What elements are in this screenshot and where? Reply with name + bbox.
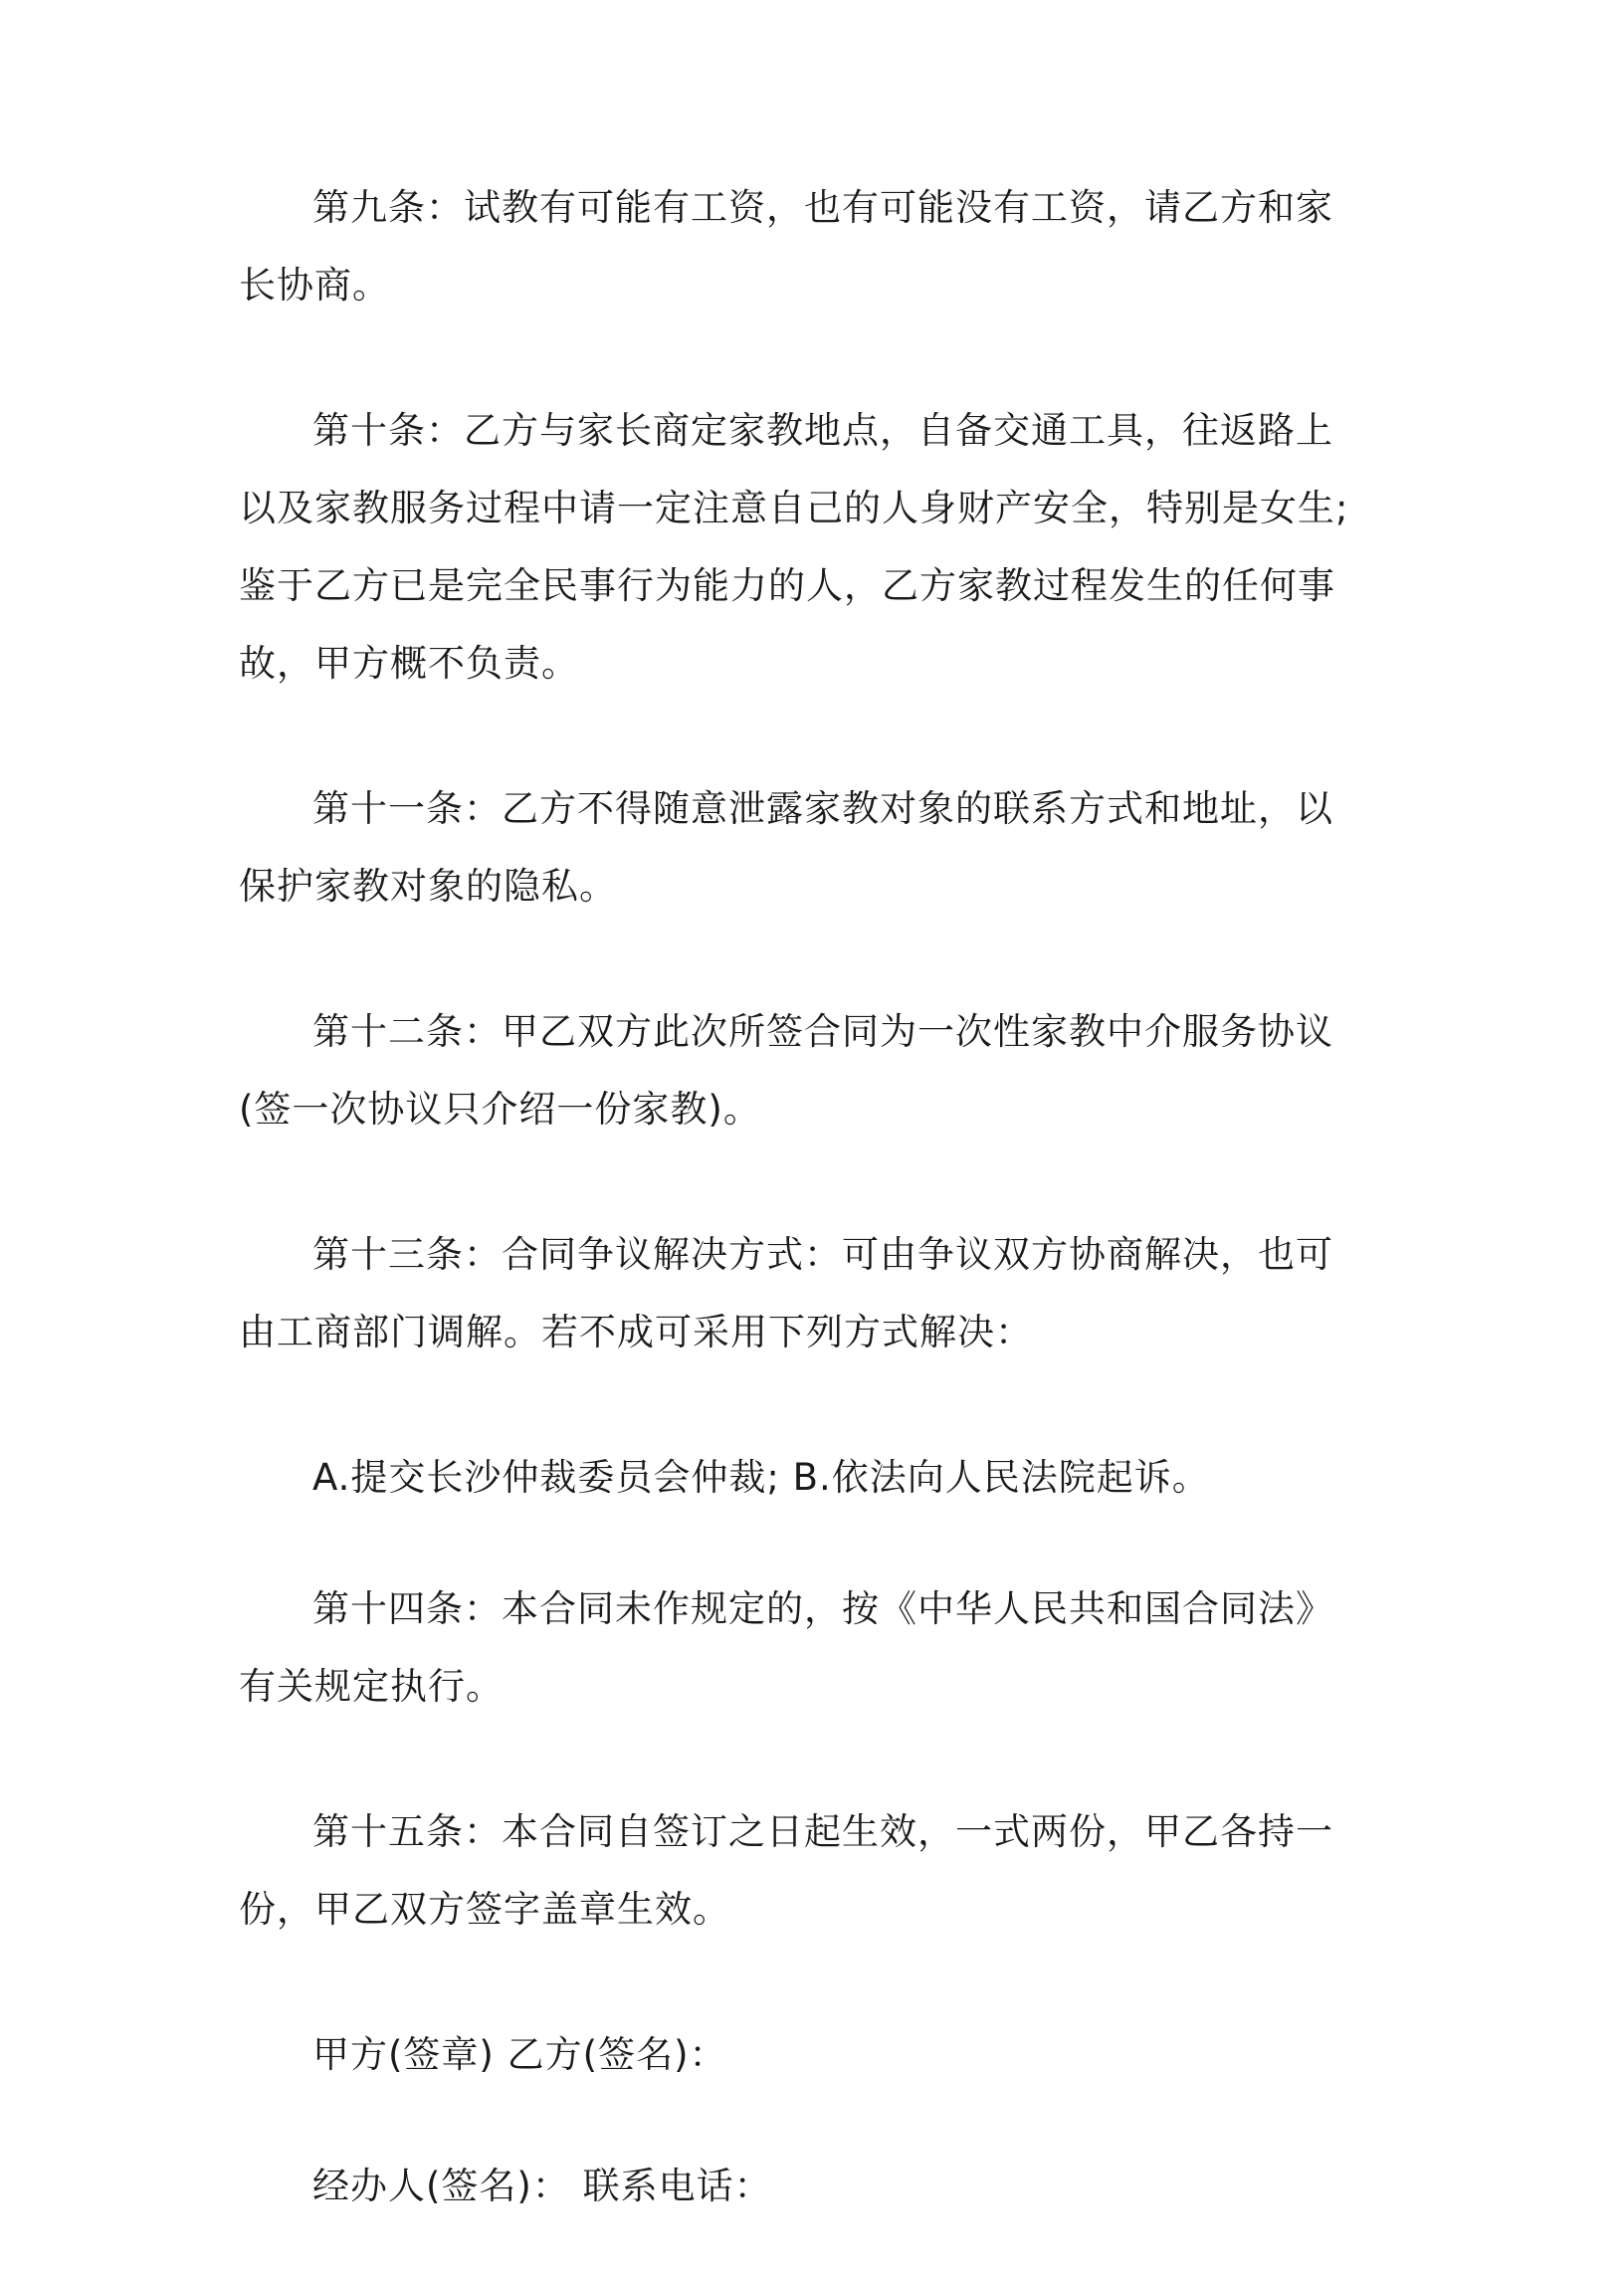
article-15: 第十五条：本合同自签订之日起生效，一式两份，甲乙各持一份，甲乙双方签字盖章生效。 [239,1810,1333,1931]
article-10: 第十条：乙方与家长商定家教地点，自备交通工具，往返路上以及家教服务过程中请一定注意自己的人身财产安全，特别是女生;鉴于乙方已是完全民事行为能力的人，乙方家教过程发生的任何事故，甲方概不负责。 [239,409,1349,685]
article-11: 第十一条：乙方不得随意泄露家教对象的联系方式和地址，以保护家教对象的隐私。 [239,787,1333,908]
article-12: 第十二条：甲乙双方此次所签合同为一次性家教中介服务协议(签一次协议只介绍一份家教)。 [239,1010,1333,1131]
agent-contact-line: 经办人(签名)： 联系电话： [312,2165,772,2207]
article-9: 第九条：试教有可能有工资，也有可能没有工资，请乙方和家长协商。 [239,186,1333,307]
article-13: 第十三条：合同争议解决方式：可由争议双方协商解决，也可由工商部门调解。若不成可采用下列方式解决： [239,1233,1333,1353]
dispute-options: A.提交长沙仲裁委员会仲裁; B.依法向人民法院起诉。 [312,1456,1210,1499]
document-page [239,169,1365,2279]
article-14: 第十四条：本合同未作规定的，按《中华人民共和国合同法》有关规定执行。 [239,1587,1333,1708]
party-signature-line: 甲方(签章) 乙方(签名)： [312,2033,727,2076]
